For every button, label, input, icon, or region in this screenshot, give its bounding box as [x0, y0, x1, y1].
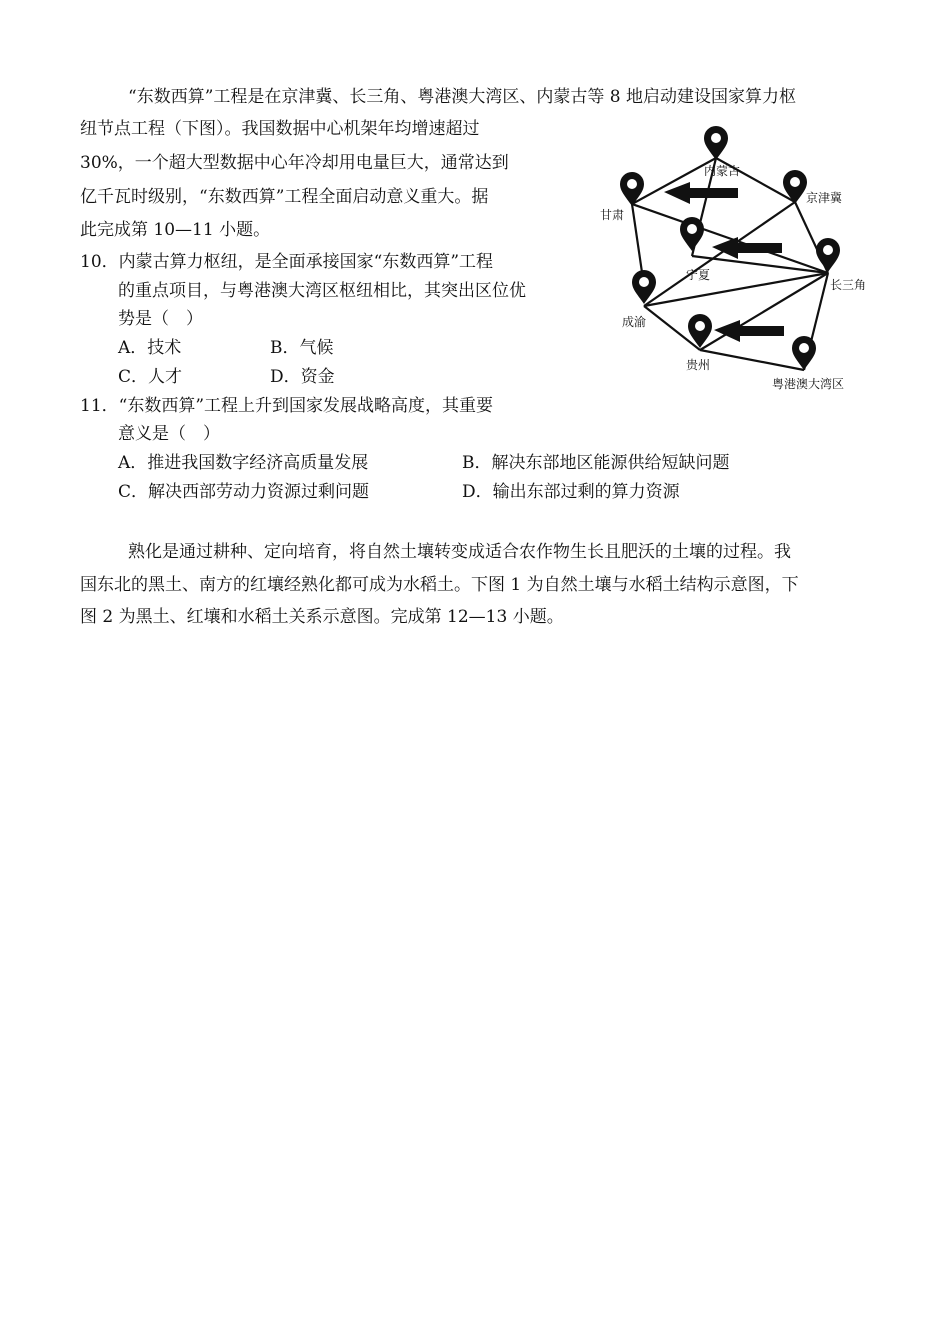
- q11-stem-line-2: 意义是（ ）: [118, 424, 220, 444]
- node-label-neimenggu: 内蒙古: [704, 164, 741, 178]
- node-label-chengyu: 成渝: [622, 315, 647, 329]
- q11-option-c[interactable]: C．解决西部劳动力资源过剩问题: [118, 482, 370, 502]
- intro2-line-2: 国东北的黑土、南方的红壤经熟化都可成为水稻土。下图 1 为自然土壤与水稻土结构示意图，下: [80, 575, 799, 595]
- q11-option-b[interactable]: B．解决东部地区能源供给短缺问题: [462, 453, 730, 473]
- intro1-line-5: 此完成第 10—11 小题。: [80, 220, 271, 240]
- q10-stem-line-3: 势是（ ）: [118, 309, 203, 329]
- q10-stem-line-1: 10．内蒙古算力枢纽，是全面承接国家“东数西算”工程: [80, 252, 494, 272]
- map-pin-icon: [704, 126, 728, 160]
- node-label-changsanjiao: 长三角: [830, 278, 867, 292]
- intro1-line-1: “东数西算”工程是在京津冀、长三角、粤港澳大湾区、内蒙古等 8 地启动建设国家算力枢: [128, 87, 797, 107]
- arrow-icon: [712, 237, 782, 259]
- map-pin-icon: [680, 217, 704, 251]
- node-label-guizhou: 贵州: [686, 358, 711, 372]
- map-pin-icon: [783, 170, 807, 204]
- node-label-ningxia: 宁夏: [686, 268, 711, 282]
- intro2-line-1: 熟化是通过耕种、定向培育，将自然土壤转变成适合农作物生长且肥沃的土壤的过程。我: [128, 542, 791, 562]
- map-pin-icon: [816, 238, 840, 272]
- intro1-line-2: 纽节点工程（下图）。我国数据中心机架年均增速超过: [80, 119, 480, 139]
- node-label-jingjinji: 京津冀: [806, 191, 843, 205]
- node-label-yuegangao: 粤港澳大湾区: [772, 377, 845, 391]
- q10-option-a[interactable]: A．技术: [118, 338, 182, 358]
- q10-option-b[interactable]: B．气候: [270, 338, 334, 358]
- q10-stem-line-2: 的重点项目，与粤港澳大湾区枢纽相比，其突出区位优: [118, 281, 526, 301]
- node-label-gansu: 甘肃: [600, 208, 625, 222]
- q11-stem-line-1: 11．“东数西算”工程上升到国家发展战略高度，其重要: [80, 396, 494, 416]
- q10-option-c[interactable]: C．人才: [118, 367, 183, 387]
- arrow-icon: [714, 320, 784, 342]
- computing-hub-network-figure: [592, 118, 882, 400]
- q10-option-d[interactable]: D．资金: [270, 367, 335, 387]
- q11-option-d[interactable]: D．输出东部过剩的算力资源: [462, 482, 680, 502]
- arrow-icon: [664, 182, 738, 204]
- intro1-line-4: 亿千瓦时级别，“东数西算”工程全面启动意义重大。据: [80, 187, 489, 207]
- intro2-line-3: 图 2 为黑土、红壤和水稻土关系示意图。完成第 12—13 小题。: [80, 607, 564, 627]
- intro1-line-3: 30%，一个超大型数据中心年冷却用电量巨大，通常达到: [80, 153, 509, 173]
- map-pin-icon: [620, 172, 644, 206]
- map-pin-icon: [792, 336, 816, 370]
- q11-option-a[interactable]: A．推进我国数字经济高质量发展: [118, 453, 369, 473]
